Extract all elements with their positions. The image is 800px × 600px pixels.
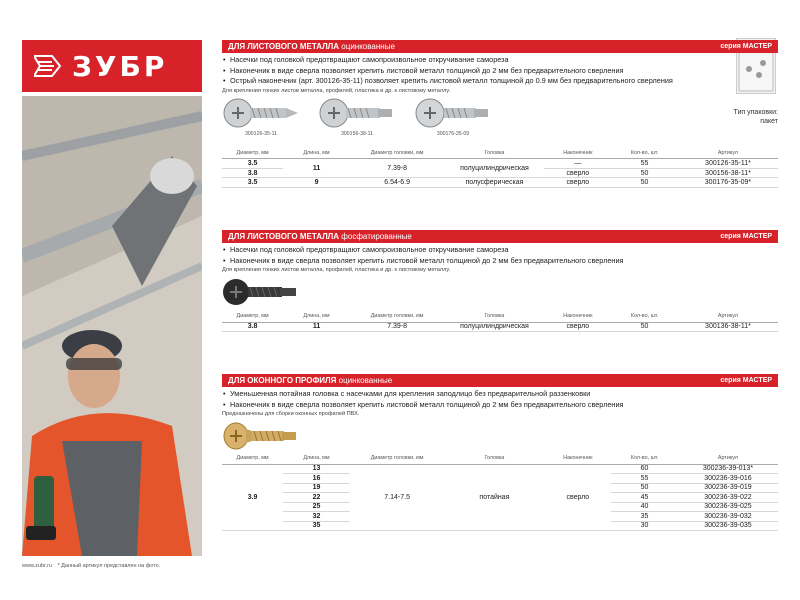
cell-length: 35	[283, 521, 350, 531]
column-header: Диаметр головки, мм	[350, 453, 445, 464]
screw-images	[222, 275, 778, 311]
column-header: Диаметр, мм	[222, 453, 283, 464]
table-header	[222, 311, 778, 322]
column-header: Артикул	[678, 148, 778, 159]
feature-item: • Насечки под головкой предотвращают самопроизвольное откручивание самореза	[222, 55, 778, 66]
cell-diameter: 3.5	[222, 159, 283, 169]
spec-table	[222, 148, 778, 188]
feature-list	[222, 55, 778, 87]
section-banner	[222, 40, 778, 53]
feature-list	[222, 245, 778, 266]
feature-item: • Наконечник в виде сверла позволяет крепить листовой металл толщиной до 2 мм без предварительного сверления	[222, 256, 778, 267]
series-label: серия МАСТЕР	[720, 43, 772, 50]
footer-note: * Данный артикул представлен на фото.	[57, 563, 161, 569]
cell-head-diameter: 7.39-8	[350, 322, 445, 332]
worker-photo	[22, 96, 202, 556]
column-header: Диаметр, мм	[222, 148, 283, 159]
section-title: ДЛЯ ОКОННОГО ПРОФИЛЯ оцинкованные	[228, 376, 393, 385]
feature-item: • Острый наконечник (арт. 300126-35-11) позволяет крепить листовой металл толщиной до 0.9 мм без предварительного сверления	[222, 76, 778, 87]
package-type-value: пакет	[760, 118, 778, 125]
cell-length: 22	[283, 493, 350, 503]
feature-item: • Насечки под головкой предотвращают самопроизвольное откручивание самореза	[222, 245, 778, 256]
column-header: Длина, мм	[283, 311, 350, 322]
cell-article: 300176-35-09*	[678, 178, 778, 188]
cell-head-diameter: 6.54-6.9	[350, 178, 445, 188]
cell-quantity: 55	[611, 159, 678, 169]
cell-tip: сверло	[544, 322, 611, 332]
cell-quantity: 55	[611, 474, 678, 484]
spec-table	[222, 311, 778, 332]
cell-tip: сверло	[544, 168, 611, 178]
section-sheet-metal-zinc	[222, 40, 778, 188]
cell-quantity: 35	[611, 512, 678, 522]
column-header: Длина, мм	[283, 148, 350, 159]
column-header: Диаметр головки, мм	[350, 148, 445, 159]
table-row	[222, 464, 778, 474]
section-title: ДЛЯ ЛИСТОВОГО МЕТАЛЛА фосфатированные	[228, 232, 412, 241]
column-header: Головка	[444, 453, 544, 464]
cell-quantity: 50	[611, 483, 678, 493]
table-header	[222, 453, 778, 464]
cell-head: полуцилиндрическая	[444, 159, 544, 178]
feature-item: • Наконечник в виде сверла позволяет крепить листовой металл толщиной до 2 мм без предварительного сверления	[222, 66, 778, 77]
section-banner	[222, 374, 778, 387]
cell-quantity: 30	[611, 521, 678, 531]
series-label: серия МАСТЕР	[720, 377, 772, 384]
cell-diameter: 3.8	[222, 322, 283, 332]
screw-article: 300176-35-09	[436, 130, 470, 137]
column-header: Кол-во, шт.	[611, 453, 678, 464]
brand-logo	[22, 40, 202, 92]
cell-tip: —	[544, 159, 611, 169]
usage-note: Для крепления тонких листов металла, профилей, пластика и др. к листовому металлу.	[222, 267, 451, 274]
screw-image	[222, 275, 300, 309]
screw-image	[222, 96, 300, 137]
column-header: Кол-во, шт.	[611, 148, 678, 159]
cell-head-diameter: 7.14-7.5	[350, 464, 445, 531]
cell-quantity: 50	[611, 168, 678, 178]
cell-tip: сверло	[544, 464, 611, 531]
cell-length: 19	[283, 483, 350, 493]
cell-tip: сверло	[544, 178, 611, 188]
screw-images	[222, 419, 778, 453]
column-header: Головка	[444, 311, 544, 322]
table-row	[222, 322, 778, 332]
cell-length: 25	[283, 502, 350, 512]
logo-arrow-icon	[34, 53, 64, 79]
cell-length: 11	[283, 322, 350, 332]
column-header: Головка	[444, 148, 544, 159]
cell-quantity: 50	[611, 322, 678, 332]
screw-images	[222, 96, 778, 148]
cell-length: 9	[283, 178, 350, 188]
series-label: серия МАСТЕР	[720, 233, 772, 240]
usage-note: Для крепления тонких листов металла, профилей, пластика и др. к листовому металлу.	[222, 87, 451, 94]
cell-article: 300236-39-016	[678, 474, 778, 484]
cell-article: 300236-39-019	[678, 483, 778, 493]
cell-article: 300236-39-035	[678, 521, 778, 531]
screw-article: 300126-35-11	[245, 130, 277, 137]
cell-diameter: 3.5	[222, 178, 283, 188]
feature-item: • Наконечник в виде сверла позволяет крепить листовой металл толщиной до 2 мм без предварительного сверления	[222, 400, 778, 411]
screw-image	[414, 96, 492, 137]
cell-diameter: 3.9	[222, 464, 283, 531]
column-header: Артикул	[678, 453, 778, 464]
cell-length: 11	[283, 159, 350, 178]
cell-article: 300156-38-11*	[678, 168, 778, 178]
section-banner	[222, 230, 778, 243]
table-row	[222, 178, 778, 188]
section-sheet-metal-phosphate	[222, 230, 778, 332]
section-title: ДЛЯ ЛИСТОВОГО МЕТАЛЛА оцинкованные	[228, 42, 395, 51]
cell-quantity: 50	[611, 178, 678, 188]
column-header: Наконечник	[544, 311, 611, 322]
section-window-profile	[222, 374, 778, 531]
footer-site: www.zubr.ru	[22, 563, 52, 569]
cell-head: полусферическая	[444, 178, 544, 188]
cell-head: потайная	[444, 464, 544, 531]
usage-note: Предназначены для сборки оконных профилей ПВХ.	[222, 411, 360, 418]
cell-length: 13	[283, 464, 350, 474]
cell-article: 300236-39-013*	[678, 464, 778, 474]
column-header: Длина, мм	[283, 453, 350, 464]
cell-head: полуцилиндрическая	[444, 322, 544, 332]
cell-length: 16	[283, 474, 350, 484]
column-header: Артикул	[678, 311, 778, 322]
screw-image	[222, 419, 300, 453]
column-header: Кол-во, шт.	[611, 311, 678, 322]
cell-article: 300236-39-032	[678, 512, 778, 522]
cell-diameter: 3.8	[222, 168, 283, 178]
column-header: Диаметр, мм	[222, 311, 283, 322]
table-row	[222, 159, 778, 169]
table-header	[222, 148, 778, 159]
column-header: Наконечник	[544, 148, 611, 159]
cell-article: 300136-38-11*	[678, 322, 778, 332]
cell-article: 300236-39-022	[678, 493, 778, 503]
cell-article: 300236-39-025	[678, 502, 778, 512]
column-header: Наконечник	[544, 453, 611, 464]
logo-text: ЗУБР	[72, 49, 168, 83]
feature-list	[222, 389, 778, 410]
cell-length: 32	[283, 512, 350, 522]
feature-item: • Уменьшенная потайная головка с насечками для крепления заподлицо без предварительной раззенковки	[222, 389, 778, 400]
cell-quantity: 45	[611, 493, 678, 503]
spec-table	[222, 453, 778, 531]
column-header: Диаметр головки, мм	[350, 311, 445, 322]
cell-article: 300126-35-11*	[678, 159, 778, 169]
cell-quantity: 60	[611, 464, 678, 474]
cell-quantity: 40	[611, 502, 678, 512]
cell-head-diameter: 7.39-8	[350, 159, 445, 178]
package-type-label: Тип упаковки:	[733, 109, 778, 116]
footer	[22, 563, 160, 569]
screw-image	[318, 96, 396, 137]
screw-article: 300156-38-11	[341, 130, 373, 137]
